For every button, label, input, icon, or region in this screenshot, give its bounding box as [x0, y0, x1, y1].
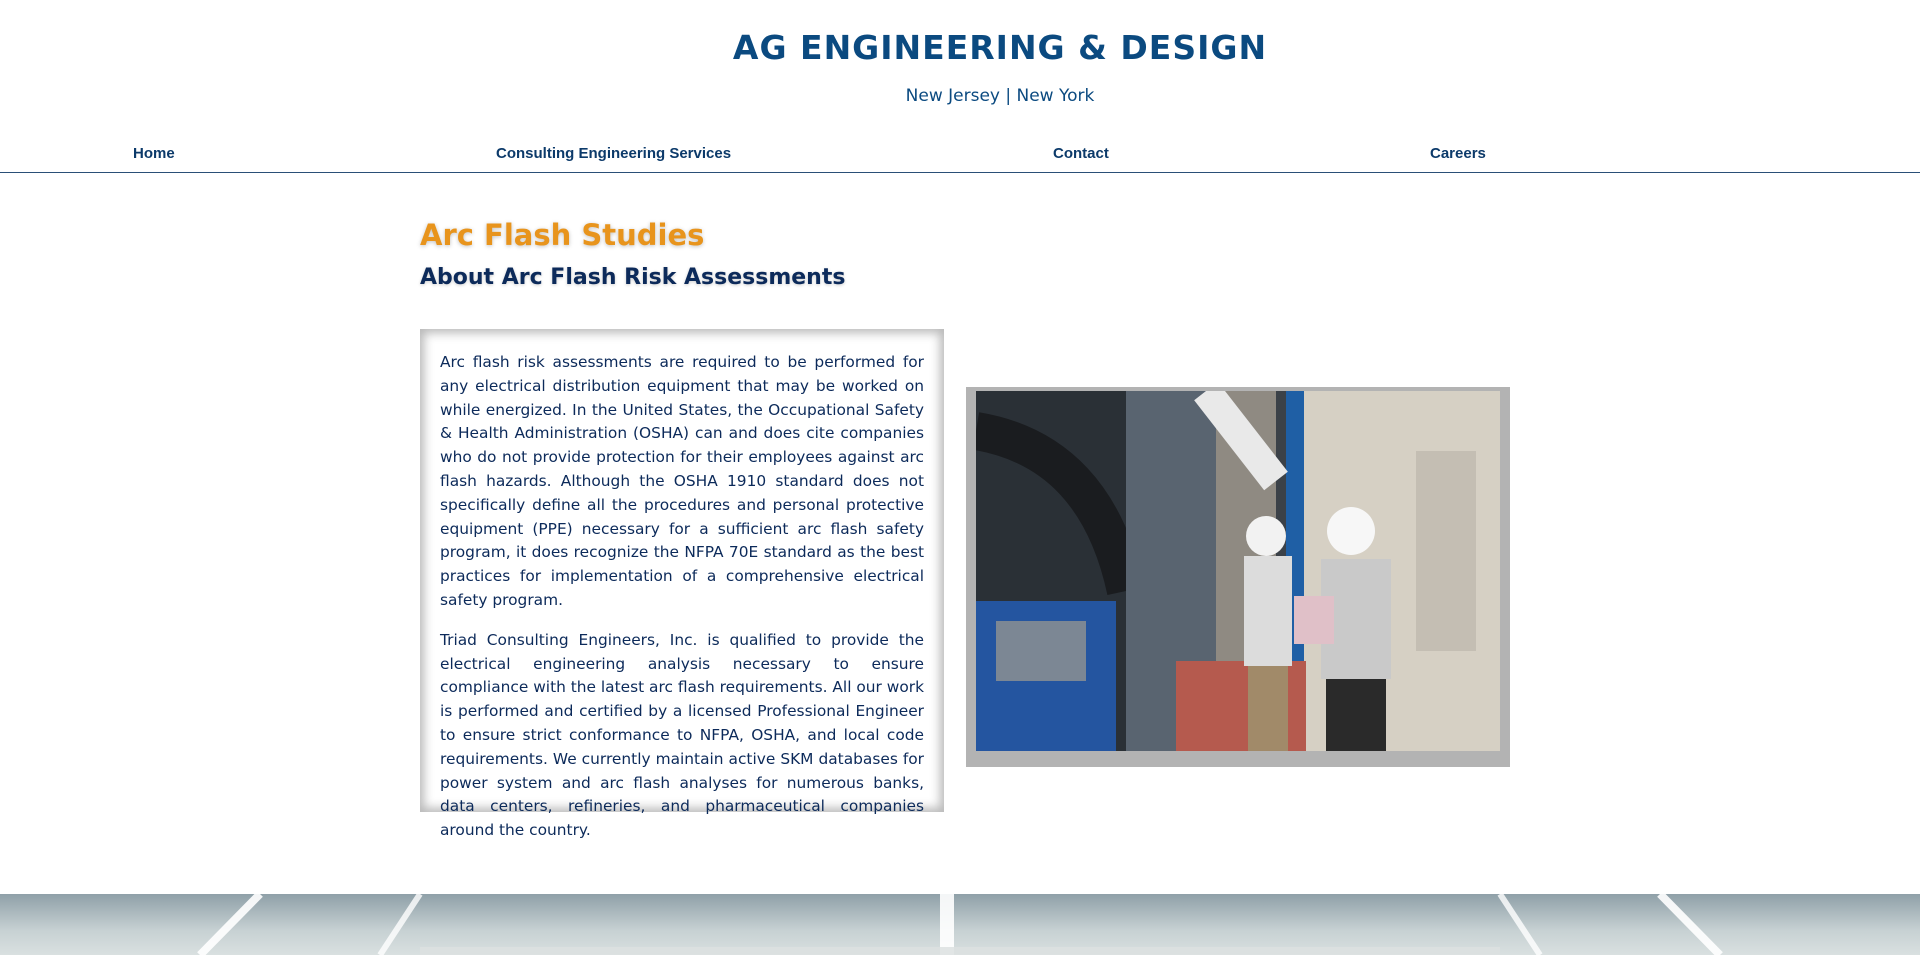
content-text-box	[420, 329, 944, 840]
footer-band	[0, 894, 1920, 955]
page-subtitle: About Arc Flash Risk Assessments	[420, 265, 846, 290]
site-subtitle: New Jersey | New York	[905, 86, 1095, 106]
nav-careers[interactable]: Careers	[1430, 145, 1486, 162]
paragraph-arc-flash: Arc flash risk assessments are required to be performed for any electrical distribution equipment that may be worked on while energized. In the United States, the Occupational Safety & Health Administration (OSHA) can and does cite companies who do not provide protection for their employees against arc flash hazards. Although the OSHA 1910 standard does not specifically define all the procedures and personal protective equipment (PPE) necessary for a sufficient arc flash safety program, it does recognize the NFPA 70E standard as the best practices for implementation of a comprehensive electrical safety program.	[440, 353, 924, 609]
nav-home[interactable]: Home	[133, 145, 175, 162]
photo-illustration	[976, 391, 1500, 751]
page-title: Arc Flash Studies	[420, 218, 705, 252]
site-title[interactable]: AG ENGINEERING & DESIGN	[732, 28, 1268, 67]
paragraph-triad: Triad Consulting Engineers, Inc. is qualified to provide the electrical engineering analysis necessary to ensure compliance with the latest arc flash requirements. All our work is performed and certified by a licensed Professional Engineer to ensure strict conformance to NFPA, OSHA, and local code requirements. We currently maintain active SKM databases for power system and arc flash analyses for numerous banks, data centers, refineries, and pharmaceutical companies around the country.	[440, 630, 924, 840]
footer-architecture-image	[0, 894, 1920, 955]
main-nav	[0, 143, 1920, 173]
nav-consulting-engineering-services[interactable]: Consulting Engineering Services	[496, 145, 732, 162]
nav-contact[interactable]: Contact	[1053, 145, 1109, 162]
engineers-photo	[976, 391, 1500, 751]
photo-frame	[966, 387, 1510, 767]
footer-panel	[420, 947, 1500, 955]
